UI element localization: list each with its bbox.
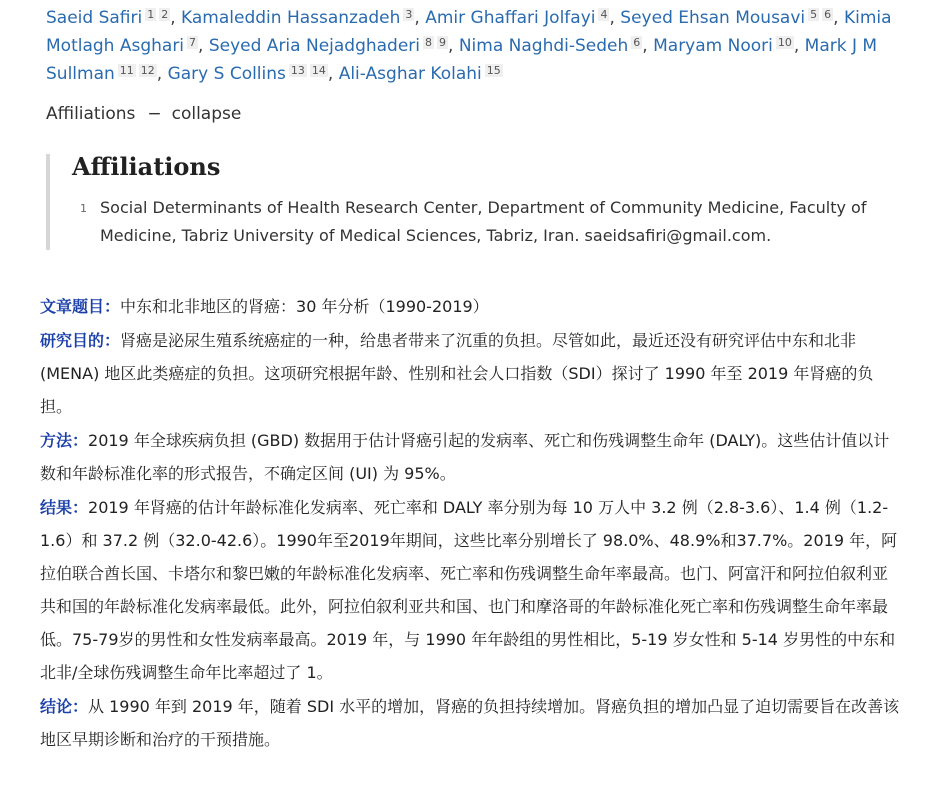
author-link[interactable]: Seyed Aria Nejadghaderi xyxy=(208,36,421,56)
section-label: 结论： xyxy=(40,697,89,716)
affiliation-ref[interactable]: 13 xyxy=(290,64,305,77)
affiliation-ref[interactable]: 10 xyxy=(777,36,792,49)
author-separator: , xyxy=(609,8,621,28)
author-link[interactable]: Nima Naghdi-Sedeh xyxy=(458,36,629,56)
section-label: 文章题目： xyxy=(40,297,121,316)
affiliation-ref[interactable]: 4 xyxy=(600,8,608,21)
section-label: 方法： xyxy=(40,431,89,450)
affiliation-ref[interactable]: 11 xyxy=(119,64,134,77)
author-separator: , xyxy=(327,64,339,84)
author-link[interactable]: Kamaleddin Hassanzadeh xyxy=(181,8,401,28)
affiliation-text: Social Determinants of Health Research Center, Department of Community Medicine, Faculty of Medicine, Tabriz University of Medical Sciences, Tabriz, Iran. saeidsafiri@gmail.com. xyxy=(100,198,867,245)
affiliation-ref[interactable]: 5 xyxy=(810,8,818,21)
abstract-conclusion-section xyxy=(40,690,900,756)
affiliations-toggle[interactable] xyxy=(46,104,241,124)
affiliation-ref[interactable]: 7 xyxy=(189,36,197,49)
affiliation-ref[interactable]: 14 xyxy=(311,64,326,77)
collapse-link[interactable]: collapse xyxy=(171,104,242,124)
author-link[interactable]: Amir Ghaffari Jolfayi xyxy=(425,8,596,28)
section-text: 中东和北非地区的肾癌：30 年分析（1990-2019） xyxy=(120,297,489,316)
affiliations-toggle-label[interactable]: Affiliations xyxy=(46,104,136,124)
author-link[interactable]: Mark J M Sullman xyxy=(46,36,878,84)
author-separator: , xyxy=(170,8,182,28)
affiliation-number: 1 xyxy=(80,202,87,215)
author-link[interactable]: Maryam Noori xyxy=(653,36,773,56)
section-text: 2019 年全球疾病负担 (GBD) 数据用于估计肾癌引起的发病率、死亡和伤残调整生命年 (DALY)。这些估计值以计数和年龄标准化率的形式报告，不确定区间 (UI) 为 95%。 xyxy=(40,431,890,483)
author-link[interactable]: Seyed Ehsan Mousavi xyxy=(620,8,806,28)
affiliation-ref[interactable]: 2 xyxy=(161,8,169,21)
section-text: 从 1990 年到 2019 年，随着 SDI 水平的增加，肾癌的负担持续增加。肾癌负担的增加凸显了迫切需要旨在改善该地区早期诊断和治疗的干预措施。 xyxy=(40,697,900,749)
author-separator: , xyxy=(793,36,805,56)
abstract-methods-section xyxy=(40,424,900,490)
section-text: 肾癌是泌尿生殖系统癌症的一种，给患者带来了沉重的负担。尽管如此，最近还没有研究评估中东和北非 (MENA) 地区此类癌症的负担。这项研究根据年龄、性别和社会人口指数（SDI）探讨了 1990 年至 2019 年肾癌的负担。 xyxy=(40,331,874,416)
abstract xyxy=(40,290,900,757)
author-link[interactable]: Ali-Asghar Kolahi xyxy=(338,64,482,84)
affiliations-panel xyxy=(46,154,910,250)
abstract-objective-section xyxy=(40,324,900,423)
collapse-dash-icon[interactable]: − xyxy=(147,104,162,124)
affiliation-ref[interactable]: 15 xyxy=(486,64,501,77)
section-text: 2019 年肾癌的估计年龄标准化发病率、死亡率和 DALY 率分别为每 10 万人中 3.2 例（2.8-3.6）、1.4 例（1.2-1.6）和 37.2 例（32.0-42.6）。1990年至2019年期间，这些比率分别增长了 98.0%、48.9%和37.7%。2019 年，阿拉伯联合酋长国、卡塔尔和黎巴嫩的年龄标准化发病率、死亡率和伤残调整生命年率最高。也门、阿富汗和阿拉伯叙利亚共和国的年龄标准化发病率最低。此外，阿拉伯叙利亚共和国、也门和摩洛哥的年龄标准化死亡率和伤残调整生命年率最低。75-79岁的男性和女性发病率最高。2019 年，与 1990 年年龄组的男性相比，5-19 岁女性和 5-14 岁男性的中东和北非/全球伤残调整生命年比率超过了 1。 xyxy=(40,498,898,682)
author-separator: , xyxy=(448,36,459,56)
author-separator: , xyxy=(198,36,209,56)
section-label: 研究目的： xyxy=(40,331,121,350)
abstract-title-section xyxy=(40,290,900,323)
affiliation-ref[interactable]: 6 xyxy=(824,8,832,21)
affiliation-ref[interactable]: 3 xyxy=(405,8,413,21)
author-separator: , xyxy=(156,64,168,84)
author-separator: , xyxy=(833,8,844,28)
section-label: 结果： xyxy=(40,498,89,517)
affiliations-heading: Affiliations xyxy=(72,152,221,181)
affiliation-ref[interactable]: 9 xyxy=(439,36,447,49)
affiliation-ref[interactable]: 8 xyxy=(425,36,433,49)
author-separator: , xyxy=(642,36,654,56)
author-link[interactable]: Gary S Collins xyxy=(167,64,286,84)
affiliation-ref[interactable]: 6 xyxy=(633,36,641,49)
author-link[interactable]: Kimia Motlagh Asghari xyxy=(46,8,892,56)
author-list xyxy=(46,4,906,88)
author-link[interactable]: Saeid Safiri xyxy=(46,8,143,28)
affiliation-ref[interactable]: 1 xyxy=(147,8,155,21)
abstract-results-section xyxy=(40,491,900,689)
author-separator: , xyxy=(414,8,426,28)
affiliation-ref[interactable]: 12 xyxy=(140,64,155,77)
